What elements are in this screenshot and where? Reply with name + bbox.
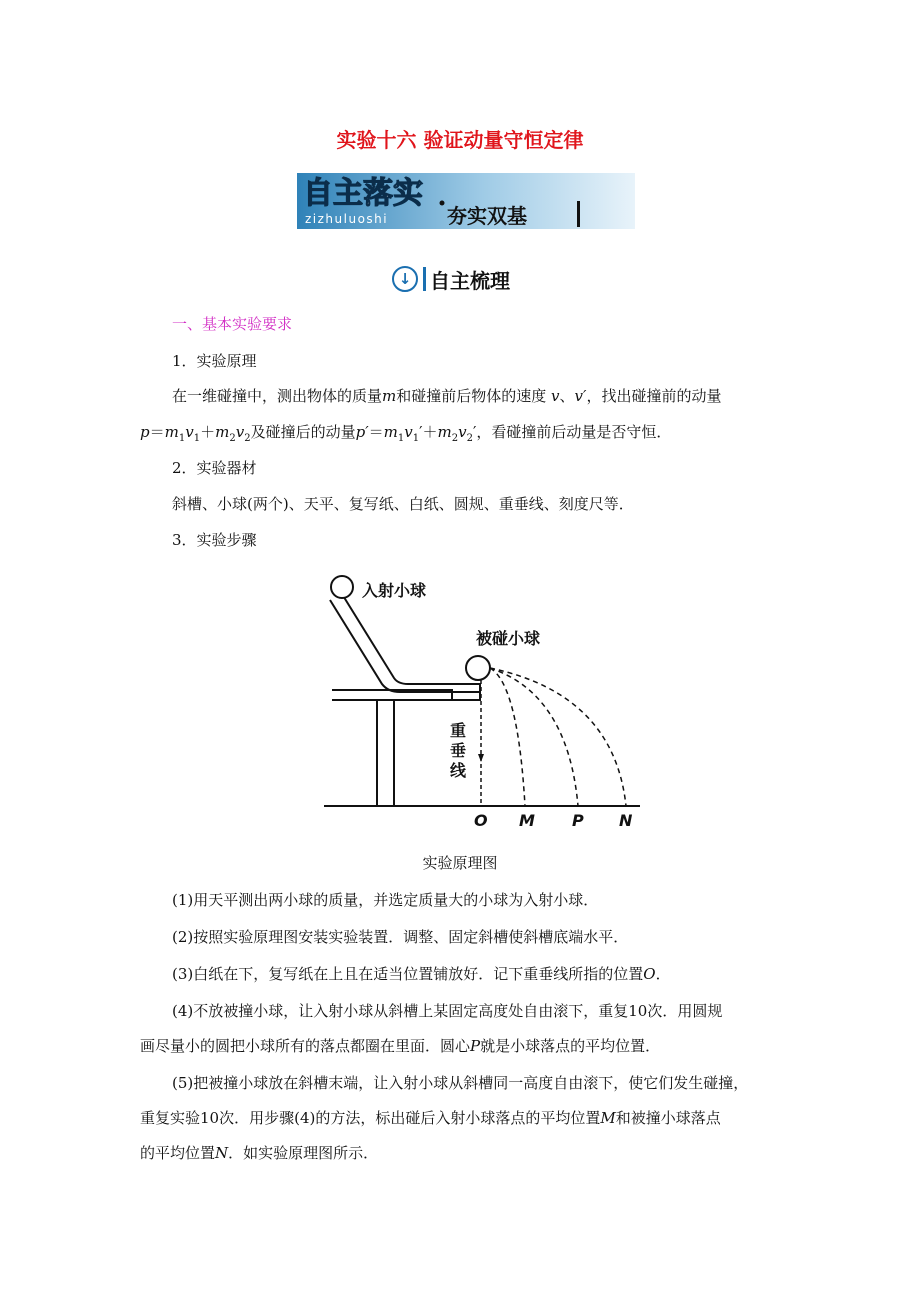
banner-pinyin-text: zizhuluoshi (305, 212, 389, 226)
equipment-list: 斜槽、小球(两个)、天平、复写纸、白纸、圆规、重垂线、刻度尺等． (172, 495, 634, 513)
experiment-diagram (322, 574, 642, 834)
trajectory-P (490, 668, 578, 806)
label-plumb-2: 垂 (450, 741, 467, 760)
target-ball (466, 656, 490, 680)
label-incident-ball: 入射小球 (362, 581, 427, 600)
incident-ball (331, 576, 353, 598)
label-plumb-1: 重 (450, 721, 467, 740)
point-N: N (619, 811, 633, 830)
section-heading (392, 264, 510, 294)
subheading-equipment: 2．实验器材 (172, 459, 257, 477)
download-arrow-icon: ↓ (392, 266, 418, 292)
section-heading-label: 自主梳理 (430, 268, 510, 293)
figure-caption: 实验原理图 (422, 854, 498, 872)
step-5-line-2: 重复实验10次．用步骤(4)的方法，标出碰后入射小球落点的平均位置M和被撞小球落点 (140, 1109, 721, 1127)
heading-divider (423, 267, 426, 291)
point-O: O (474, 811, 488, 830)
subheading-principle: 1．实验原理 (172, 352, 257, 370)
step-4-line-1: (4)不放被撞小球，让入射小球从斜槽上某固定高度处自由滚下，重复10次．用圆规 (172, 1002, 723, 1020)
principle-line-2: $p=m_1v_1+m_2v_2$及碰撞后的动量$p'=m_1v_1'+m_2v_2'$，看碰撞前后动量是否守恒． (140, 423, 672, 444)
chute-outer (330, 600, 480, 692)
heading-basic-requirements: 一、基本实验要求 (172, 315, 293, 333)
label-plumb-3: 线 (450, 761, 467, 780)
section-banner (297, 173, 635, 229)
step-3: (3)白纸在下，复写纸在上且在适当位置铺放好．记下重垂线所指的位置O． (172, 965, 671, 983)
point-P: P (572, 811, 584, 830)
chute-inner (342, 594, 480, 684)
step-5-line-3: 的平均位置N．如实验原理图所示． (140, 1144, 379, 1162)
banner-main-text: 自主落实 (303, 176, 423, 211)
step-2: (2)按照实验原理图安装实验装置．调整、固定斜槽使斜槽底端水平． (172, 928, 629, 946)
trajectory-M (490, 668, 525, 806)
principle-line-1: 在一维碰撞中，测出物体的质量m和碰撞前后物体的速度 v、v′，找出碰撞前的动量 (172, 387, 722, 405)
page-title: 实验十六 验证动量守恒定律 (336, 128, 584, 152)
step-4-line-2: 画尽量小的圆把小球所有的落点都圈在里面．圆心P就是小球落点的平均位置． (140, 1037, 661, 1055)
trajectory-N (490, 668, 626, 806)
step-5-line-1: (5)把被撞小球放在斜槽末端，让入射小球从斜槽同一高度自由滚下，使它们发生碰撞， (172, 1074, 749, 1092)
point-M: M (519, 811, 535, 830)
plumb-bob (478, 754, 484, 762)
subheading-procedure: 3．实验步骤 (172, 531, 257, 549)
label-target-ball: 被碰小球 (476, 629, 541, 648)
banner-sub-text: 夯实双基 (447, 204, 527, 228)
banner-divider (577, 201, 580, 227)
banner-dot (440, 201, 445, 206)
step-1: (1)用天平测出两小球的质量，并选定质量大的小球为入射小球． (172, 891, 599, 909)
